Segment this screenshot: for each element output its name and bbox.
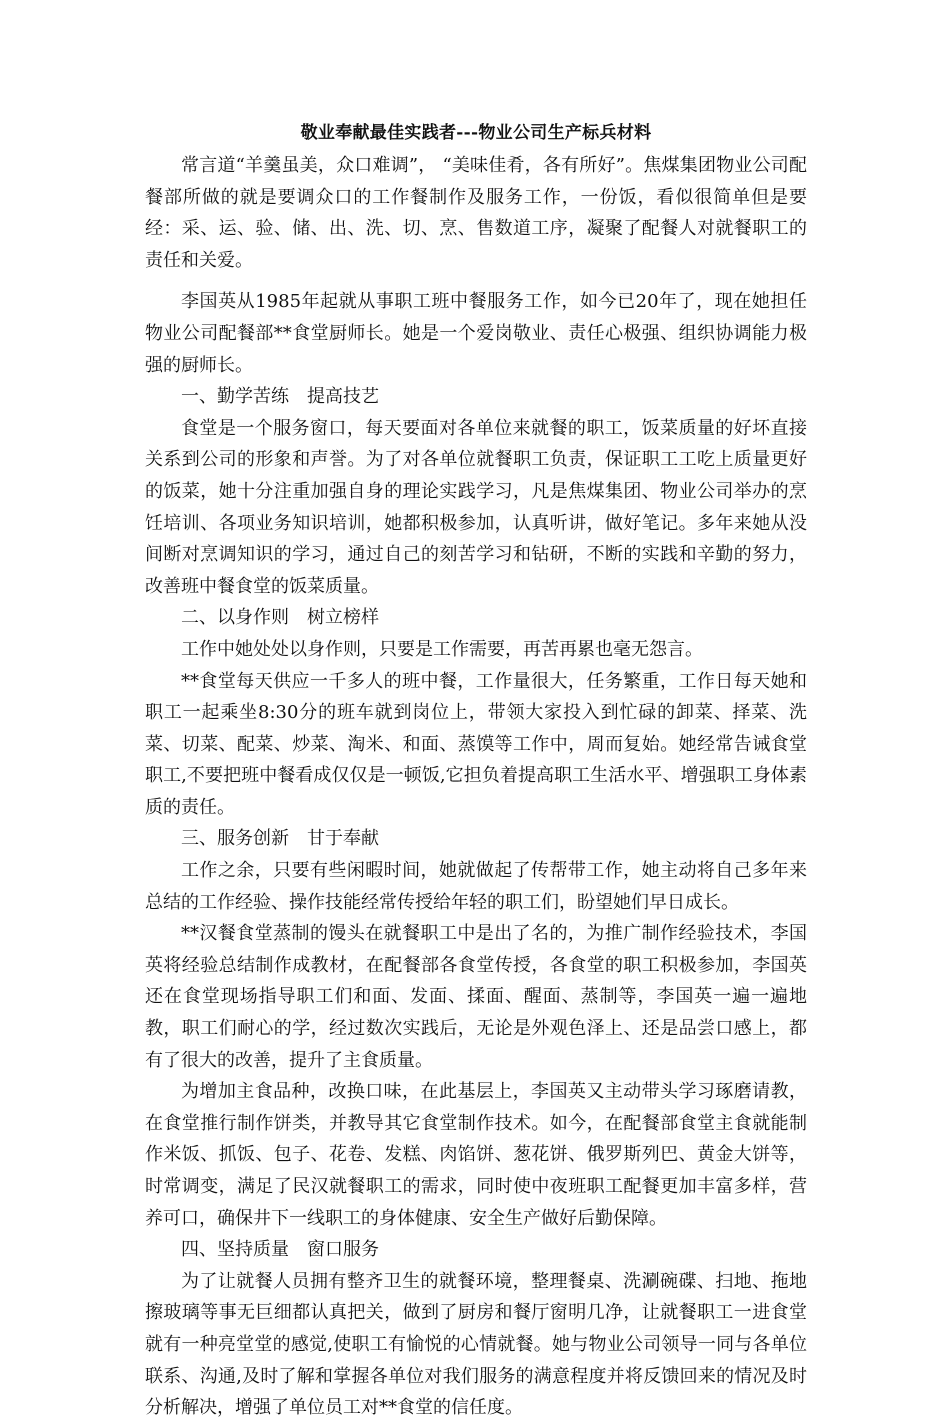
paragraph-section-3c: 为增加主食品种，改换口味，在此基层上，李国英又主动带头学习琢磨请教，在食堂推行制作饼类，并教导其它食堂制作技术。如今，在配餐部食堂主食就能制作米饭、抓饭、包子、花卷、发糕、肉馅饼、葱花饼、俄罗斯列巴、黄金大饼等，时常调变，满足了民汉就餐职工的需求，同时使中夜班职工配餐更加丰富多样，营养可口，确保井下一线职工的身体健康、安全生产做好后勤保障。 [145,1081,807,1229]
paragraph-section-3b: **汉餐食堂蒸制的馒头在就餐职工中是出了名的，为推广制作经验技术，李国英将经验总结制作成教材，在配餐部各食堂传授，各食堂的职工积极参加，李国英还在食堂现场指导职工们和面、发面、揉面、醒面、蒸制等，李国英一遍一遍地教，职工们耐心的学，经过数次实践后，无论是外观色泽上、还是品尝口感上，都有了很大的改善，提升了主食质量。 [145,923,807,1071]
paragraph-intro: 常言道“羊羹虽美，众口难调”， “美味佳肴，各有所好”。焦煤集团物业公司配餐部所做的就是要调众口的工作餐制作及服务工作，一份饭，看似很简单但是要经：采、运、验、储、出、洗、切、烹、售数道工序，凝聚了配餐人对就餐职工的责任和关爱。 [145,155,807,271]
paragraph-background: 李国英从1985年起就从事职工班中餐服务工作，如今已20年了，现在她担任物业公司配餐部**食堂厨师长。她是一个爱岗敬业、责任心极强、组织协调能力极强的厨师长。 [145,291,807,376]
section-heading-2: 二、以身作则 树立榜样 [181,607,379,629]
paragraph-section-1: 食堂是一个服务窗口，每天要面对各单位来就餐的职工，饭菜质量的好坏直接关系到公司的形象和声誉。为了对各单位就餐职工负责，保证职工工吃上质量更好的饭菜，她十分注重加强自身的理论实践学习，凡是焦煤集团、物业公司举办的烹饪培训、各项业务知识培训，她都积极参加，认真听讲，做好笔记。多年来她从没间断对烹调知识的学习，通过自己的刻苦学习和钻研，不断的实践和辛勤的努力，改善班中餐食堂的饭菜质量。 [145,417,807,597]
paragraph-section-3a: 工作之余，只要有些闲暇时间，她就做起了传帮带工作，她主动将自己多年来总结的工作经验、操作技能经常传授给年轻的职工们，盼望她们早日成长。 [145,860,807,913]
paragraph-section-4: 为了让就餐人员拥有整齐卫生的就餐环境，整理餐桌、洗涮碗碟、扫地、拖地擦玻璃等事无巨细都认真把关，做到了厨房和餐厅窗明几净，让就餐职工一进食堂就有一种亮堂堂的感觉,使职工有愉悦的心情就餐。她与物业公司领导一同与各单位联系、沟通,及时了解和掌握各单位对我们服务的满意程度并将反馈回来的情况及时分析解决，增强了单位员工对**食堂的信任度。 [145,1270,807,1419]
document-title: 敬业奉献最佳实践者---物业公司生产标兵材料 [300,123,652,143]
paragraph-section-2a: 工作中她处处以身作则，只要是工作需要，再苦再累也毫无怨言。 [181,638,703,660]
section-heading-3: 三、服务创新 甘于奉献 [181,828,379,850]
paragraph-section-2b: **食堂每天供应一千多人的班中餐，工作量很大，任务繁重，工作日每天她和职工一起乘坐8:30分的班车就到岗位上，带领大家投入到忙碌的卸菜、择菜、洗菜、切菜、配菜、炒菜、淘米、和面、蒸馍等工作中，周而复始。她经常告诫食堂职工,不要把班中餐看成仅仅是一顿饭,它担负着提高职工生活水平、增强职工身体素质的责任。 [145,670,807,818]
section-heading-1: 一、勤学苦练 提高技艺 [181,386,379,408]
document-page [145,118,807,1424]
section-heading-4: 四、坚持质量 窗口服务 [181,1239,379,1261]
